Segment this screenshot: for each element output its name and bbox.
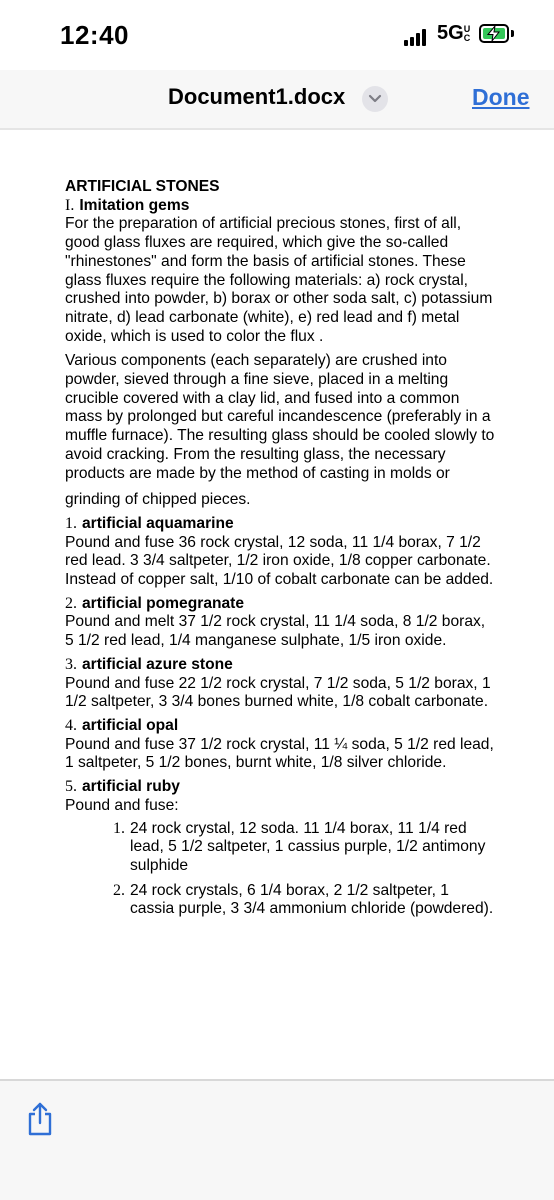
paragraph: grinding of chipped pieces.: [65, 491, 251, 509]
document-body: [65, 178, 495, 925]
item-text: Pound and fuse 22 1/2 rock crystal, 7 1/2 soda, 5 1/2 borax, 1 1/2 saltpeter, 3 3/4 bones burned white, 1/8 cobalt carbonate.: [65, 674, 491, 711]
sub-item-number: 1.: [113, 819, 125, 837]
bottom-toolbar: [0, 1081, 554, 1200]
item-heading: [65, 515, 495, 534]
chevron-down-glyph: [368, 94, 382, 103]
signal-icon: [404, 28, 430, 46]
list-item: [65, 656, 495, 712]
item-text: Pound and fuse 36 rock crystal, 12 soda, 11 1/4 borax, 7 1/2 red lead. 3 3/4 saltpeter, 1/2 iron oxide, 1/8 copper carbonate. Instead of copper salt, 1/10 of cobalt carbonate can be added.: [65, 533, 494, 589]
item-heading: [65, 717, 495, 736]
paragraph: For the preparation of artificial precious stones, first of all, good glass fluxes are required, which give the so-called "rhinestones" and form the basis of artificial stones. These glass fluxes require the following materials: a) rock crystal, crushed into powder, b) borax or other soda salt, c) potassium nitrate, d) lead carbonate (white), e) red lead and f) metal oxide, which is used to color the flux .: [65, 215, 493, 345]
sub-list-item: [113, 820, 495, 876]
nav-bar: [0, 70, 554, 130]
document-heading: ARTIFICIAL STONES: [65, 178, 220, 195]
section-heading: [65, 197, 495, 216]
battery-charging-icon: [479, 24, 509, 43]
share-icon[interactable]: [26, 1101, 54, 1142]
done-button[interactable]: Done: [472, 84, 530, 110]
list-item: [65, 515, 495, 590]
network-label: 5G: [437, 22, 464, 44]
item-title: artificial aquamarine: [82, 514, 234, 532]
bolt-icon: [487, 26, 501, 41]
item-heading: [65, 595, 495, 614]
item-heading: [65, 778, 495, 797]
chevron-down-icon[interactable]: [362, 86, 388, 112]
network-indicator: [437, 22, 472, 45]
status-bar: [0, 0, 554, 70]
status-time: 12:40: [60, 20, 129, 50]
document-view[interactable]: [0, 130, 554, 1080]
list-item: [65, 717, 495, 773]
section-number: I.: [65, 196, 75, 214]
item-number: 5.: [65, 778, 77, 796]
document-title[interactable]: Document1.docx: [168, 84, 346, 109]
item-text: Pound and fuse 37 1/2 rock crystal, 11 ¼ soda, 5 1/2 red lead, 1 saltpeter, 5 1/2 bones, burnt white, 1/8 silver chloride.: [65, 735, 494, 772]
item-number: 4.: [65, 716, 77, 734]
sub-item-number: 2.: [113, 881, 125, 899]
item-number: 2.: [65, 594, 77, 612]
network-suffix: UC: [463, 24, 471, 43]
list-item: [65, 595, 495, 651]
item-heading: [65, 656, 495, 675]
item-text: Pound and melt 37 1/2 rock crystal, 11 1/4 soda, 8 1/2 borax, 5 1/2 red lead, 1/4 manganese sulphate, 1/5 iron oxide.: [65, 613, 486, 650]
sub-item-text: 24 rock crystals, 6 1/4 borax, 2 1/2 saltpeter, 1 cassia purple, 3 3/4 ammonium chloride (powdered).: [130, 881, 494, 918]
item-number: 1.: [65, 514, 77, 532]
item-text: Pound and fuse:: [65, 796, 179, 814]
item-title: artificial azure stone: [82, 655, 233, 673]
paragraph: Various components (each separately) are crushed into powder, sieved through a fine sieve, placed in a melting crucible covered with a clay lid, and fused into a common mass by prolonged but careful incandescence (preferably in a muffle furnace). The resulting glass should be cooled slowly to avoid cracking. From the resulting glass, the necessary products are made by the method of casting in molds or: [65, 352, 495, 482]
list-item: [65, 778, 495, 919]
sub-list-item: [113, 882, 495, 919]
battery-cap: [511, 30, 514, 37]
item-title: artificial pomegranate: [82, 594, 245, 612]
item-title: artificial ruby: [82, 778, 180, 796]
section-title: Imitation gems: [79, 196, 190, 214]
item-number: 3.: [65, 655, 77, 673]
sub-list: [113, 820, 495, 920]
item-title: artificial opal: [82, 716, 179, 734]
sub-item-text: 24 rock crystal, 12 soda. 11 1/4 borax, 11 1/4 red lead, 5 1/2 saltpeter, 1 cassius purple, 1/2 antimony sulphide: [130, 819, 486, 874]
